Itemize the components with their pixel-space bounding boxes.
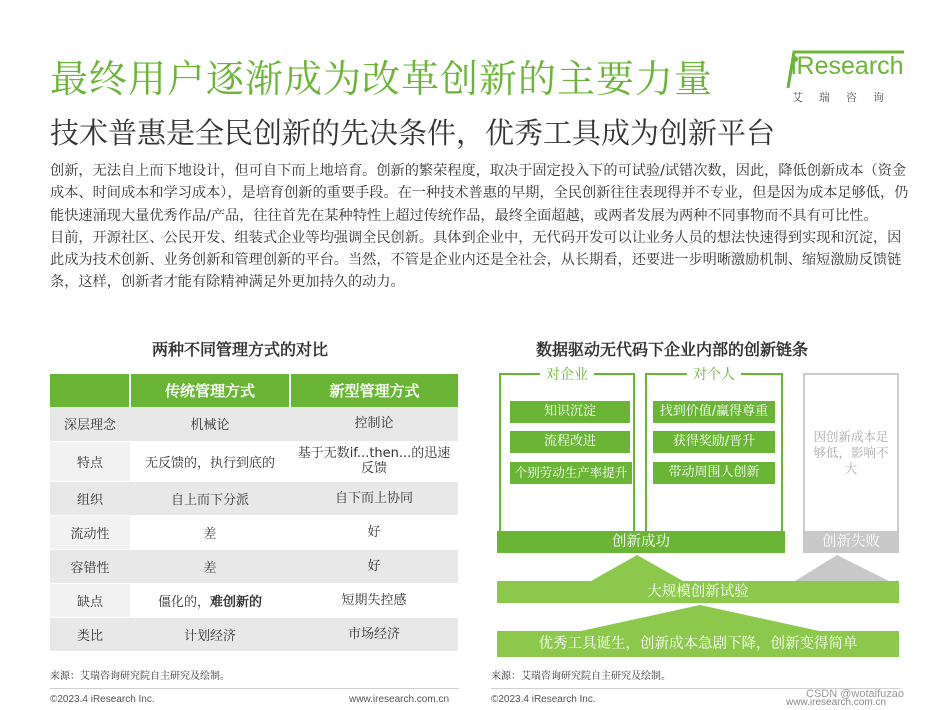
enterprise-item: 个别劳动生产率提升 xyxy=(510,462,632,484)
row-label: 组织 xyxy=(50,481,130,515)
upward-arrow-base xyxy=(497,603,899,631)
experiment-bar: 大规模创新试验 xyxy=(497,581,899,603)
table-row xyxy=(50,617,458,651)
cell-modern: 市场经济 xyxy=(290,617,458,651)
failure-note: 因创新成本足够低，影响不大 xyxy=(813,429,889,476)
table-header-corner xyxy=(50,374,130,407)
table-row xyxy=(50,481,458,515)
arrow-to-success xyxy=(591,555,683,581)
footer-divider-left xyxy=(50,688,459,689)
cell-traditional-bold: 难创新的 xyxy=(210,594,263,610)
success-bar: 创新成功 xyxy=(497,531,785,553)
cell-modern: 好 xyxy=(290,515,458,549)
watermark: CSDN @wotaifuzao xyxy=(806,688,904,700)
logo-cn-text: 艾瑞咨询 xyxy=(792,91,900,104)
table-row xyxy=(50,407,458,441)
table-row xyxy=(50,441,458,481)
row-label: 流动性 xyxy=(50,515,130,549)
row-label: 特点 xyxy=(50,441,130,481)
diagram-title: 数据驱动无代码下企业内部的创新链条 xyxy=(536,340,809,359)
cell-modern: 短期失控感 xyxy=(290,583,458,617)
innovation-chain-diagram xyxy=(497,362,899,662)
table-header-traditional: 传统管理方式 xyxy=(130,374,290,407)
cell-traditional-prefix: 僵化的， xyxy=(157,594,210,610)
footer-copyright-left: ©2023.4 iResearch Inc. xyxy=(50,694,155,705)
cell-modern: 基于无数if...then...的迅速反馈 xyxy=(290,441,458,481)
cell-traditional: 机械论 xyxy=(130,407,290,441)
logo-text: iResearch xyxy=(791,52,904,80)
source-note-right: 来源：艾瑞咨询研究院自主研究及绘制。 xyxy=(491,671,671,682)
row-label: 类比 xyxy=(50,617,130,651)
source-note-left: 来源：艾瑞咨询研究院自主研究及绘制。 xyxy=(50,671,230,682)
row-label: 深层理念 xyxy=(50,407,130,441)
table-row xyxy=(50,583,458,617)
cell-traditional xyxy=(130,583,290,617)
individual-item: 获得奖励/晋升 xyxy=(653,431,775,453)
cell-traditional: 差 xyxy=(130,549,290,583)
paragraph-1: 创新，无法自上而下地设计，但可自下而上地培育。创新的繁荣程度，取决于固定投入下的可试验/试错次数，因此，降低创新成本（资金成本、时间成本和学习成本），是培育创新的重要手段。在一种技术普惠的早期，全民创新往往表现得并不专业，但是因为成本足够低，仍能快速涌现大量优秀作品/产品，往往首先在某种特性上超过传统作品，最终全面超越，或两者发展为两种不同事物而不具有可比性。 xyxy=(50,163,909,224)
comparison-table xyxy=(50,374,458,652)
enterprise-item: 知识沉淀 xyxy=(510,401,630,423)
table-row xyxy=(50,549,458,583)
footer-url-left: www.iresearch.com.cn xyxy=(349,694,450,705)
cell-traditional: 计划经济 xyxy=(130,617,290,651)
iresearch-logo xyxy=(786,46,906,106)
individual-panel xyxy=(645,367,783,539)
page-subtitle: 技术普惠是全民创新的先决条件，优秀工具成为创新平台 xyxy=(50,116,776,150)
footer-url-right: www.iresearch.com.cn xyxy=(786,697,887,708)
row-label: 容错性 xyxy=(50,549,130,583)
arrow-to-failure xyxy=(795,555,889,581)
cell-traditional: 差 xyxy=(130,515,290,549)
enterprise-panel-label: 对企业 xyxy=(540,367,594,383)
arrow-to-experiment xyxy=(581,605,819,631)
individual-item: 找到价值/赢得尊重 xyxy=(653,401,775,423)
body-text xyxy=(50,160,910,294)
cell-modern: 好 xyxy=(290,549,458,583)
cell-modern: 控制论 xyxy=(290,407,458,441)
table-header-row xyxy=(50,374,458,407)
cell-traditional: 无反馈的，执行到底的 xyxy=(130,441,290,481)
table-row xyxy=(50,515,458,549)
enterprise-panel xyxy=(499,367,635,539)
tools-bar: 优秀工具诞生，创新成本急剧下降，创新变得简单 xyxy=(497,631,899,657)
page-title: 最终用户逐渐成为改革创新的主要力量 xyxy=(50,57,714,101)
individual-item: 带动周围人创新 xyxy=(653,462,775,484)
paragraph-2: 目前，开源社区、公民开发、组装式企业等均强调全民创新。具体到企业中，无代码开发可以让业务人员的想法快速得到实现和沉淀，因此成为技术创新、业务创新和管理创新的平台。当然，不管是企业内还是全社会，从长期看，还要进一步明晰激励机制、缩短激励反馈链条，这样，创新者才能有除精神满足外更加持久的动力。 xyxy=(50,229,902,291)
individual-panel-label: 对个人 xyxy=(687,367,741,383)
cell-modern: 自下而上协同 xyxy=(290,481,458,515)
upward-arrows xyxy=(497,553,899,581)
failure-bar: 创新失败 xyxy=(803,531,899,553)
comparison-title: 两种不同管理方式的对比 xyxy=(152,340,329,359)
table-header-modern: 新型管理方式 xyxy=(290,374,458,407)
cell-traditional: 自上而下分派 xyxy=(130,481,290,515)
footer-copyright-right: ©2023.4 iResearch Inc. xyxy=(491,694,596,705)
enterprise-item: 流程改进 xyxy=(510,431,630,453)
row-label: 缺点 xyxy=(50,583,130,617)
